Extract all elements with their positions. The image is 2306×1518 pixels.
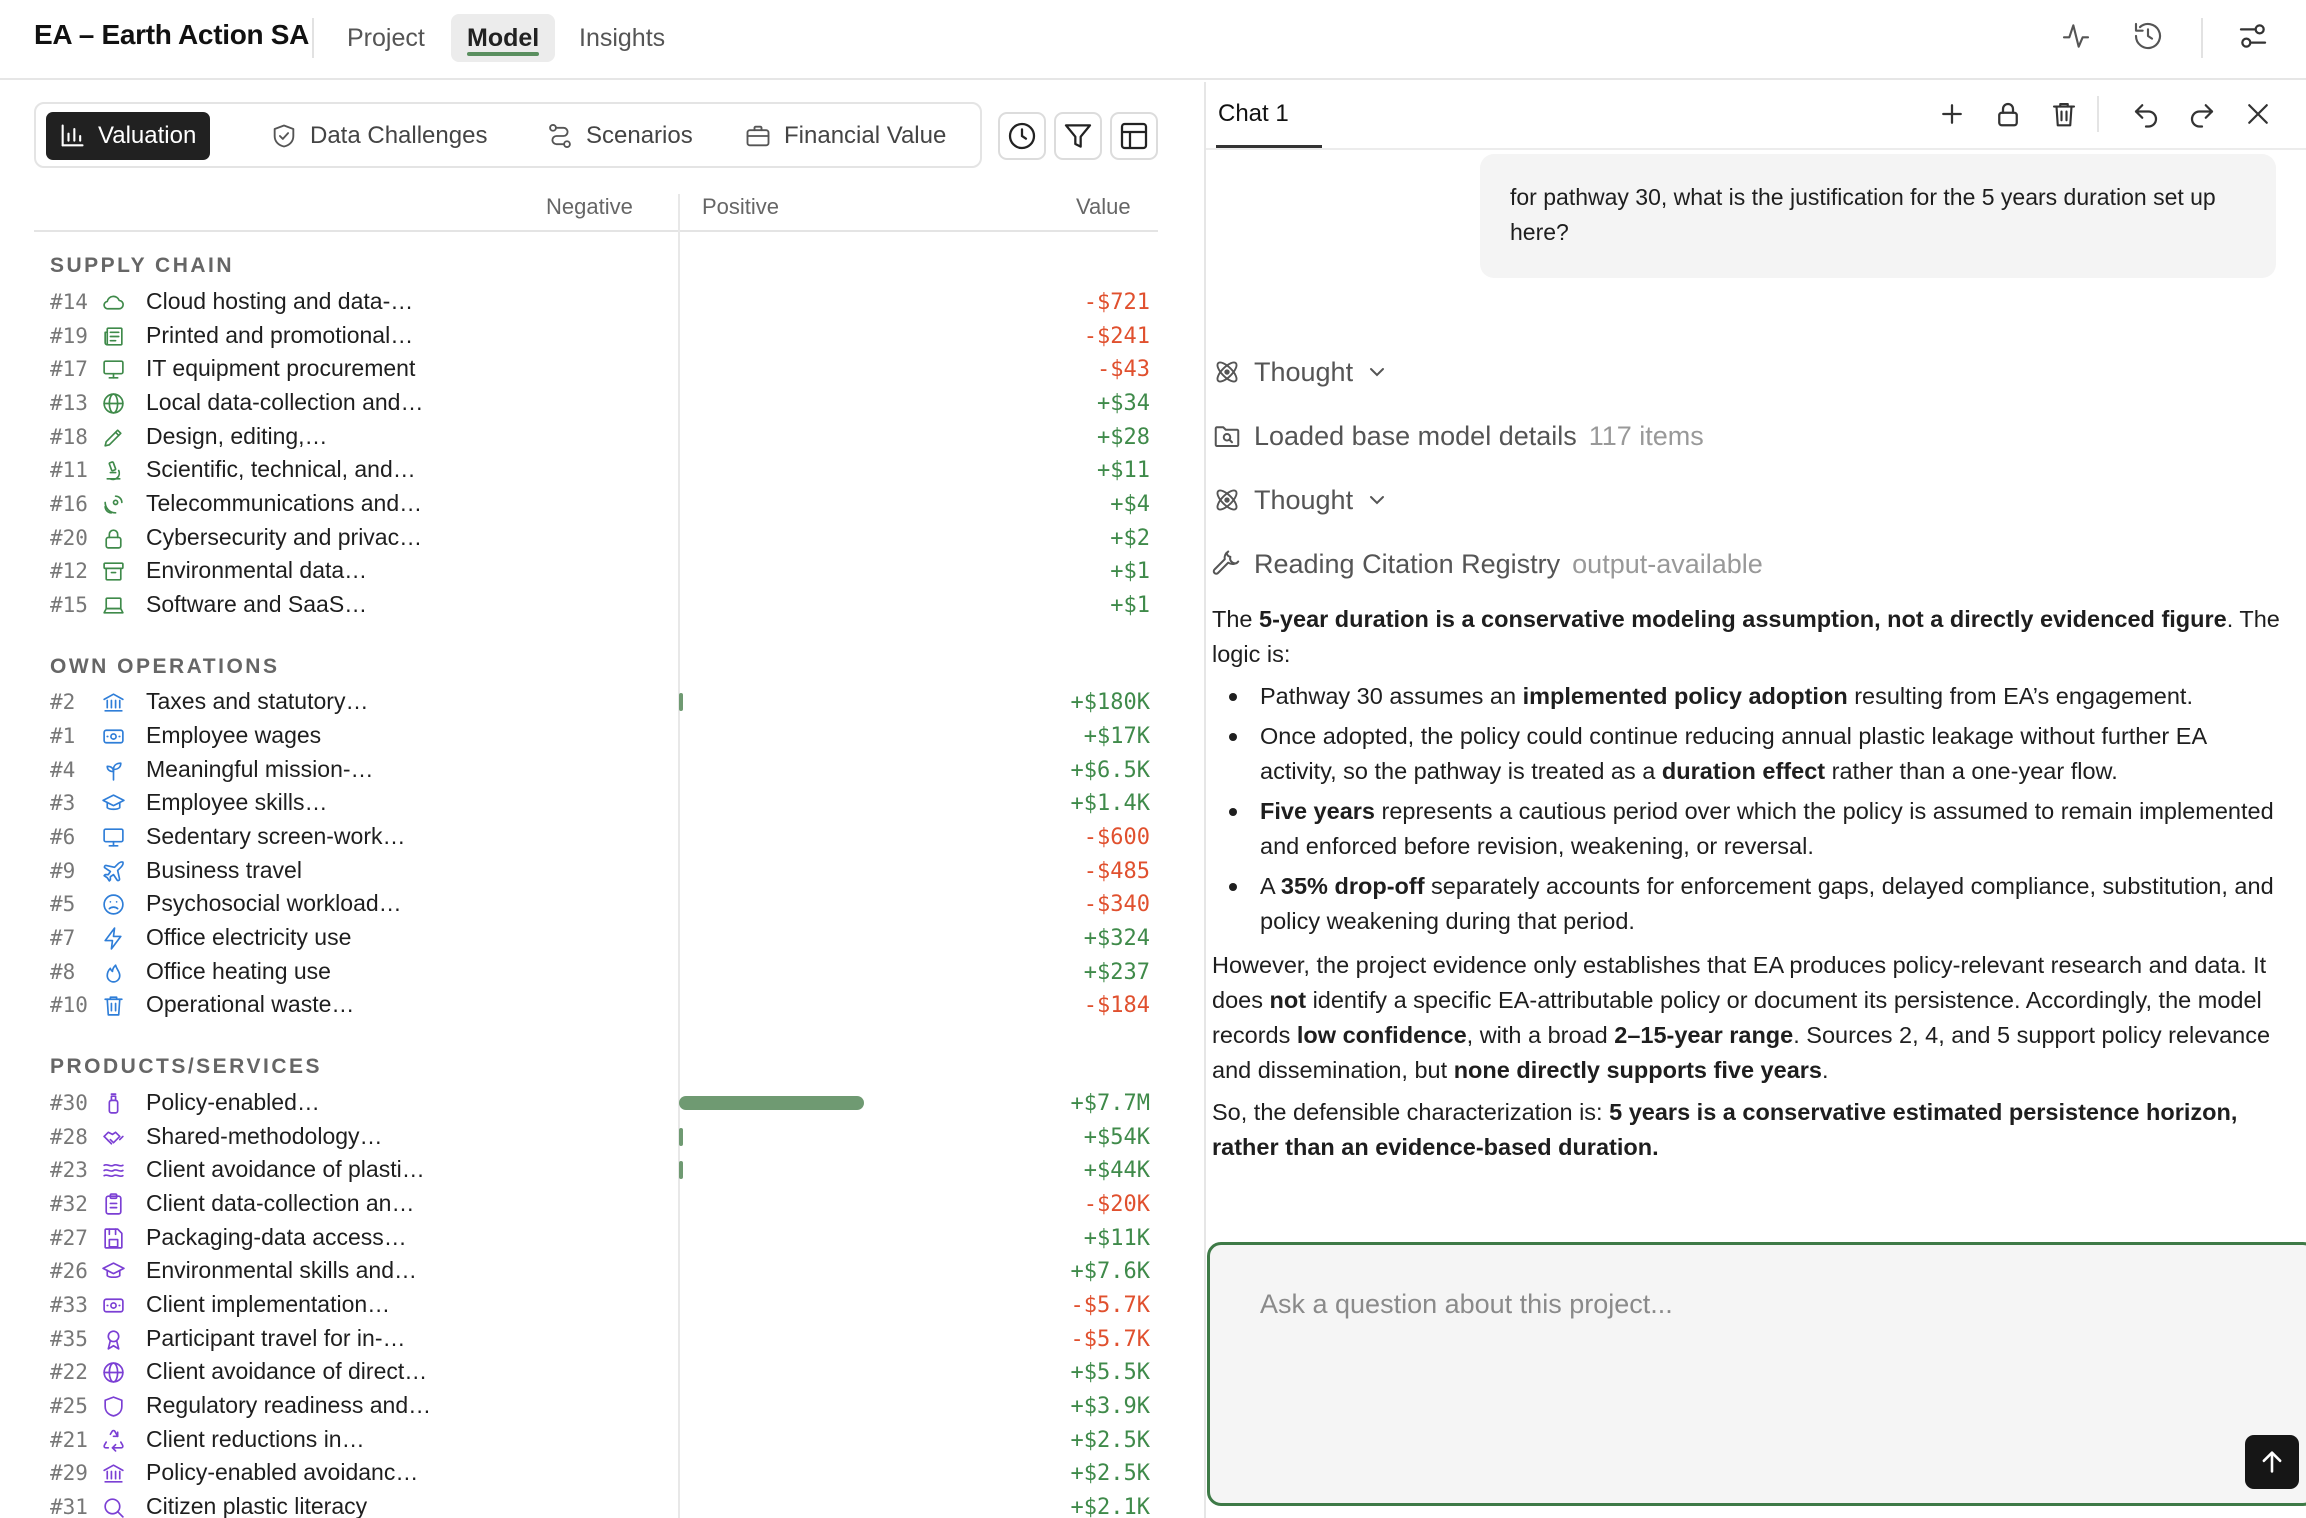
step-label: Thought — [1254, 356, 1354, 387]
impact-row[interactable] — [34, 1289, 1158, 1322]
row-value: -$721 — [1083, 290, 1150, 315]
filter-icon — [1062, 120, 1094, 152]
row-value: +$4 — [1110, 492, 1150, 517]
row-name: Operational waste… — [146, 991, 355, 1017]
tab-scenarios[interactable] — [534, 112, 707, 160]
tab-valuation[interactable] — [46, 112, 210, 160]
atom-icon — [1212, 357, 1242, 387]
lock-icon — [100, 525, 127, 552]
waves-icon — [100, 1157, 127, 1184]
row-number: #5 — [50, 892, 76, 916]
recycle-icon — [100, 1427, 127, 1454]
chevron-down-icon — [1365, 488, 1389, 512]
impact-row[interactable] — [34, 488, 1158, 521]
row-value: -$600 — [1083, 825, 1150, 850]
newspaper-icon — [100, 323, 127, 350]
user-message: for pathway 30, what is the justification for the 5 years duration set up here? — [1480, 154, 2276, 278]
cloud-icon — [100, 289, 127, 316]
row-value: +$180K — [1070, 690, 1150, 715]
monitor-icon — [100, 824, 127, 851]
row-value: +$3.9K — [1070, 1394, 1150, 1419]
chat-tab[interactable]: Chat 1 — [1218, 100, 1289, 127]
top-separator — [2201, 18, 2203, 58]
arrow-up-icon — [2258, 1448, 2286, 1476]
wrench-icon — [1212, 549, 1242, 579]
row-number: #10 — [50, 993, 88, 1017]
row-value: +$28 — [1097, 425, 1150, 450]
row-number: #11 — [50, 458, 88, 482]
row-value: -$241 — [1083, 324, 1150, 349]
shield-check-icon — [270, 122, 298, 150]
tab-label: Financial Value — [784, 122, 947, 149]
row-name: Environmental skills and… — [146, 1257, 418, 1283]
impact-row[interactable] — [34, 286, 1158, 319]
row-name: Local data-collection and… — [146, 389, 424, 415]
row-name: IT equipment procurement — [146, 355, 416, 381]
impact-row[interactable] — [34, 589, 1158, 622]
row-value: +$2 — [1110, 526, 1150, 551]
row-number: #6 — [50, 825, 76, 849]
row-number: #8 — [50, 960, 76, 984]
tab-label: Scenarios — [586, 122, 693, 149]
row-name: Taxes and statutory… — [146, 688, 369, 714]
panel-divider[interactable] — [1204, 82, 1206, 1518]
layout-icon — [1118, 120, 1150, 152]
title-separator — [312, 18, 314, 58]
step-detail: output-available — [1572, 548, 1763, 579]
globe-icon — [100, 1359, 127, 1386]
row-number: #19 — [50, 324, 88, 348]
row-name: Cybersecurity and privac… — [146, 524, 423, 550]
handshake-icon — [100, 1124, 127, 1151]
chevron-down-icon — [1365, 360, 1389, 384]
row-number: #27 — [50, 1226, 88, 1250]
impact-row[interactable] — [34, 821, 1158, 854]
nav-tab-project[interactable]: Project — [347, 24, 425, 52]
row-number: #18 — [50, 425, 88, 449]
shield-icon — [100, 1393, 127, 1420]
history-icon[interactable] — [2128, 16, 2168, 56]
column-header-negative[interactable]: Negative — [546, 194, 633, 219]
answer-paragraph: So, the defensible characterization is: 5 years is a conservative estimated persistence horizon, rather than an evidence-based duration. — [1212, 1099, 2238, 1160]
row-number: #35 — [50, 1327, 88, 1351]
badge-icon — [100, 1326, 127, 1353]
answer-paragraph: The 5-year duration is a conservative modeling assumption, not a directly evidenced figure. The logic is: — [1212, 606, 2280, 667]
section-title-own-operations: OWN OPERATIONS — [50, 654, 280, 678]
clock-button[interactable] — [998, 112, 1046, 160]
redo-icon[interactable] — [2184, 96, 2220, 132]
row-number: #31 — [50, 1495, 88, 1518]
answer-bullet: Pathway 30 assumes an implemented policy adoption resulting from EA’s engagement. — [1212, 679, 2280, 714]
row-value: +$11 — [1097, 458, 1150, 483]
impact-row[interactable] — [34, 888, 1158, 921]
value-bar — [679, 1128, 683, 1146]
impact-row[interactable] — [34, 720, 1158, 753]
row-value: -$485 — [1083, 859, 1150, 884]
impact-row[interactable] — [34, 855, 1158, 888]
row-number: #3 — [50, 791, 76, 815]
row-name: Meaningful mission-… — [146, 756, 374, 782]
impact-row[interactable] — [34, 1491, 1158, 1518]
row-value: +$17K — [1083, 724, 1150, 749]
layout-button[interactable] — [1110, 112, 1158, 160]
thought-step[interactable] — [1212, 480, 1389, 520]
nav-tab-model[interactable]: Model — [451, 14, 555, 62]
atom-icon — [1212, 485, 1242, 515]
row-value: -$340 — [1083, 892, 1150, 917]
row-number: #23 — [50, 1158, 88, 1182]
row-name: Employee skills… — [146, 789, 328, 815]
impact-row[interactable] — [34, 1222, 1158, 1255]
step-label: Reading Citation Registry — [1254, 548, 1561, 579]
row-number: #26 — [50, 1259, 88, 1283]
row-number: #7 — [50, 926, 76, 950]
row-name: Employee wages — [146, 722, 322, 748]
graduation-cap-icon — [100, 790, 127, 817]
plus-icon[interactable] — [1934, 96, 1970, 132]
impact-row[interactable] — [34, 956, 1158, 989]
row-value: +$7.7M — [1070, 1091, 1150, 1116]
row-number: #15 — [50, 593, 88, 617]
row-name: Business travel — [146, 857, 302, 883]
search-icon — [100, 1494, 127, 1518]
value-bar — [679, 1161, 683, 1179]
zap-icon — [100, 925, 127, 952]
folder-search-icon — [1212, 421, 1242, 451]
impact-row[interactable] — [34, 1087, 1158, 1120]
row-value: -$43 — [1097, 357, 1150, 382]
step-detail: 117 items — [1588, 420, 1704, 451]
row-name: Participant travel for in-… — [146, 1325, 406, 1351]
bar-chart-icon — [58, 122, 86, 150]
row-number: #17 — [50, 357, 88, 381]
row-number: #14 — [50, 290, 88, 314]
row-value: -$184 — [1083, 993, 1150, 1018]
step-label: Thought — [1254, 484, 1354, 515]
column-header-value[interactable]: Value — [1076, 194, 1131, 219]
plane-icon — [100, 858, 127, 885]
impact-row[interactable] — [34, 1424, 1158, 1457]
chat-icon-separator — [2097, 96, 2099, 132]
route-icon — [546, 122, 574, 150]
row-name: Client avoidance of plasti… — [146, 1156, 425, 1182]
laptop-icon — [100, 592, 127, 619]
clock-icon — [1006, 120, 1038, 152]
undo-icon[interactable] — [2128, 96, 2164, 132]
row-name: Scientific, technical, and… — [146, 456, 416, 482]
row-value: +$54K — [1083, 1125, 1150, 1150]
impact-row[interactable] — [34, 1457, 1158, 1490]
landmark-icon — [100, 689, 127, 716]
row-name: Packaging-data access… — [146, 1224, 407, 1250]
banknote-icon — [100, 1292, 127, 1319]
banknote-icon — [100, 723, 127, 750]
row-name: Environmental data… — [146, 557, 368, 583]
row-number: #2 — [50, 690, 76, 714]
answer-paragraph: However, the project evidence only establishes that EA produces policy-relevant research and data. It does not identify a specific EA-attributable policy or document its persistence. Accordingly, the model records low confidence, with a broad 2–15-year range. Sources 2, 4, and 5 support policy relevance and dissemination, but none directly supports five years. — [1212, 952, 2271, 1083]
impact-row[interactable] — [34, 353, 1158, 386]
row-name: Cloud hosting and data-… — [146, 288, 414, 314]
header-divider — [34, 230, 1158, 232]
trash-icon[interactable] — [2046, 96, 2082, 132]
impact-row[interactable] — [34, 1121, 1158, 1154]
landmark-icon — [100, 1460, 127, 1487]
row-number: #4 — [50, 758, 76, 782]
row-value: +$7.6K — [1070, 1259, 1150, 1284]
archive-icon — [100, 558, 127, 585]
filter-button[interactable] — [1054, 112, 1102, 160]
row-value: +$34 — [1097, 391, 1150, 416]
impact-row[interactable] — [34, 320, 1158, 353]
app-title: EA – Earth Action SA — [34, 19, 310, 50]
row-name: Regulatory readiness and… — [146, 1392, 432, 1418]
monitor-icon — [100, 356, 127, 383]
row-value: +$44K — [1083, 1158, 1150, 1183]
column-header-positive[interactable]: Positive — [702, 194, 780, 219]
top-bar — [0, 0, 2306, 80]
row-number: #20 — [50, 526, 88, 550]
frown-icon — [100, 891, 127, 918]
row-name: Software and SaaS… — [146, 591, 368, 617]
impact-row[interactable] — [34, 555, 1158, 588]
impact-row[interactable] — [34, 421, 1158, 454]
row-value: +$6.5K — [1070, 758, 1150, 783]
row-number: #9 — [50, 859, 76, 883]
satellite-dish-icon — [100, 491, 127, 518]
impact-row[interactable] — [34, 454, 1158, 487]
row-value: +$2.1K — [1070, 1495, 1150, 1518]
activity-icon[interactable] — [2056, 16, 2096, 56]
bottle-message-icon — [100, 1090, 127, 1117]
row-value: +$2.5K — [1070, 1461, 1150, 1486]
row-name: Shared-methodology… — [146, 1123, 383, 1149]
row-name: Office electricity use — [146, 924, 352, 950]
row-value: -$20K — [1083, 1192, 1150, 1217]
impact-row[interactable] — [34, 754, 1158, 787]
row-name: Client reductions in… — [146, 1426, 365, 1452]
save-icon — [100, 1225, 127, 1252]
value-bar — [679, 1096, 864, 1110]
pencil-icon — [100, 424, 127, 451]
row-name: Citizen plastic literacy — [146, 1493, 368, 1518]
assistant-answer — [1212, 602, 2280, 1172]
row-name: Sedentary screen-work… — [146, 823, 406, 849]
impact-row[interactable] — [34, 387, 1158, 420]
tab-data-challenges[interactable] — [258, 112, 501, 160]
impact-row[interactable] — [34, 1390, 1158, 1423]
impact-row[interactable] — [34, 686, 1158, 719]
impact-row[interactable] — [34, 1188, 1158, 1221]
lock-icon[interactable] — [1990, 96, 2026, 132]
sprout-icon — [100, 757, 127, 784]
tab-financial-value[interactable] — [732, 112, 960, 160]
row-number: #22 — [50, 1360, 88, 1384]
row-number: #21 — [50, 1428, 88, 1452]
row-value: +$237 — [1083, 960, 1150, 985]
briefcase-icon — [744, 122, 772, 150]
row-name: Client implementation… — [146, 1291, 391, 1317]
microscope-icon — [100, 457, 127, 484]
sliders-icon[interactable] — [2233, 16, 2273, 56]
impact-row[interactable] — [34, 922, 1158, 955]
tool-call-step — [1212, 544, 1763, 584]
view-tabs — [34, 102, 982, 168]
row-name: Client avoidance of direct… — [146, 1358, 428, 1384]
row-number: #33 — [50, 1293, 88, 1317]
step-label: Loaded base model details — [1254, 420, 1577, 451]
row-name: Psychosocial workload… — [146, 890, 402, 916]
section-title-supply-chain: SUPPLY CHAIN — [50, 254, 235, 277]
row-number: #30 — [50, 1091, 88, 1115]
globe-icon — [100, 390, 127, 417]
answer-bullet: Once adopted, the policy could continue reducing annual plastic leakage without further EA activity, so the pathway is treated as a duration effect rather than a one-year flow. — [1212, 719, 2280, 789]
row-name: Printed and promotional… — [146, 322, 414, 348]
row-number: #28 — [50, 1125, 88, 1149]
chat-composer[interactable] — [1207, 1242, 2306, 1506]
row-value: +$1 — [1110, 559, 1150, 584]
row-value: +$1 — [1110, 593, 1150, 618]
impact-row[interactable] — [34, 1154, 1158, 1187]
row-name: Client data-collection an… — [146, 1190, 415, 1216]
value-bar — [679, 693, 683, 711]
row-number: #1 — [50, 724, 76, 748]
impact-row[interactable] — [34, 522, 1158, 555]
row-number: #16 — [50, 492, 88, 516]
row-value: +$1.4K — [1070, 791, 1150, 816]
graduation-cap-icon — [100, 1258, 127, 1285]
answer-bullet: Five years represents a cautious period over which the policy is assumed to remain implemented and enforced before revision, weakening, or reversal. — [1212, 794, 2280, 864]
nav-tab-insights[interactable]: Insights — [579, 24, 666, 52]
impact-row[interactable] — [34, 1255, 1158, 1288]
impact-row[interactable] — [34, 989, 1158, 1022]
chat-input[interactable] — [1260, 1289, 2060, 1320]
row-number: #29 — [50, 1461, 88, 1485]
row-value: -$5.7K — [1070, 1327, 1150, 1352]
row-name: Office heating use — [146, 958, 331, 984]
row-value: +$5.5K — [1070, 1360, 1150, 1385]
row-name: Policy-enabled avoidanc… — [146, 1459, 419, 1485]
trash-icon — [100, 992, 127, 1019]
row-name: Design, editing,… — [146, 423, 328, 449]
close-icon[interactable] — [2240, 96, 2276, 132]
chat-header-divider — [1206, 148, 2306, 150]
answer-bullet: A 35% drop-off separately accounts for enforcement gaps, delayed compliance, substitution, and policy weakening during that period. — [1212, 869, 2280, 939]
loaded-step — [1212, 416, 1704, 456]
send-button[interactable] — [2245, 1435, 2299, 1489]
row-value: +$2.5K — [1070, 1428, 1150, 1453]
row-value: -$5.7K — [1070, 1293, 1150, 1318]
row-name: Telecommunications and… — [146, 490, 423, 516]
impact-row[interactable] — [34, 787, 1158, 820]
row-number: #25 — [50, 1394, 88, 1418]
section-title-products-services: PRODUCTS/SERVICES — [50, 1055, 322, 1078]
tab-label: Valuation — [98, 122, 197, 149]
row-number: #12 — [50, 559, 88, 583]
flame-icon — [100, 959, 127, 986]
tab-label: Data Challenges — [310, 122, 488, 149]
row-number: #13 — [50, 391, 88, 415]
thought-step[interactable] — [1212, 352, 1389, 392]
clipboard-list-icon — [100, 1191, 127, 1218]
valuation-panel — [0, 82, 1204, 1518]
impact-row[interactable] — [34, 1356, 1158, 1389]
answer-bullets — [1212, 679, 2280, 939]
row-value: +$11K — [1083, 1226, 1150, 1251]
row-value: +$324 — [1083, 926, 1150, 951]
row-name: Policy-enabled… — [146, 1089, 320, 1115]
row-number: #32 — [50, 1192, 88, 1216]
impact-row[interactable] — [34, 1323, 1158, 1356]
